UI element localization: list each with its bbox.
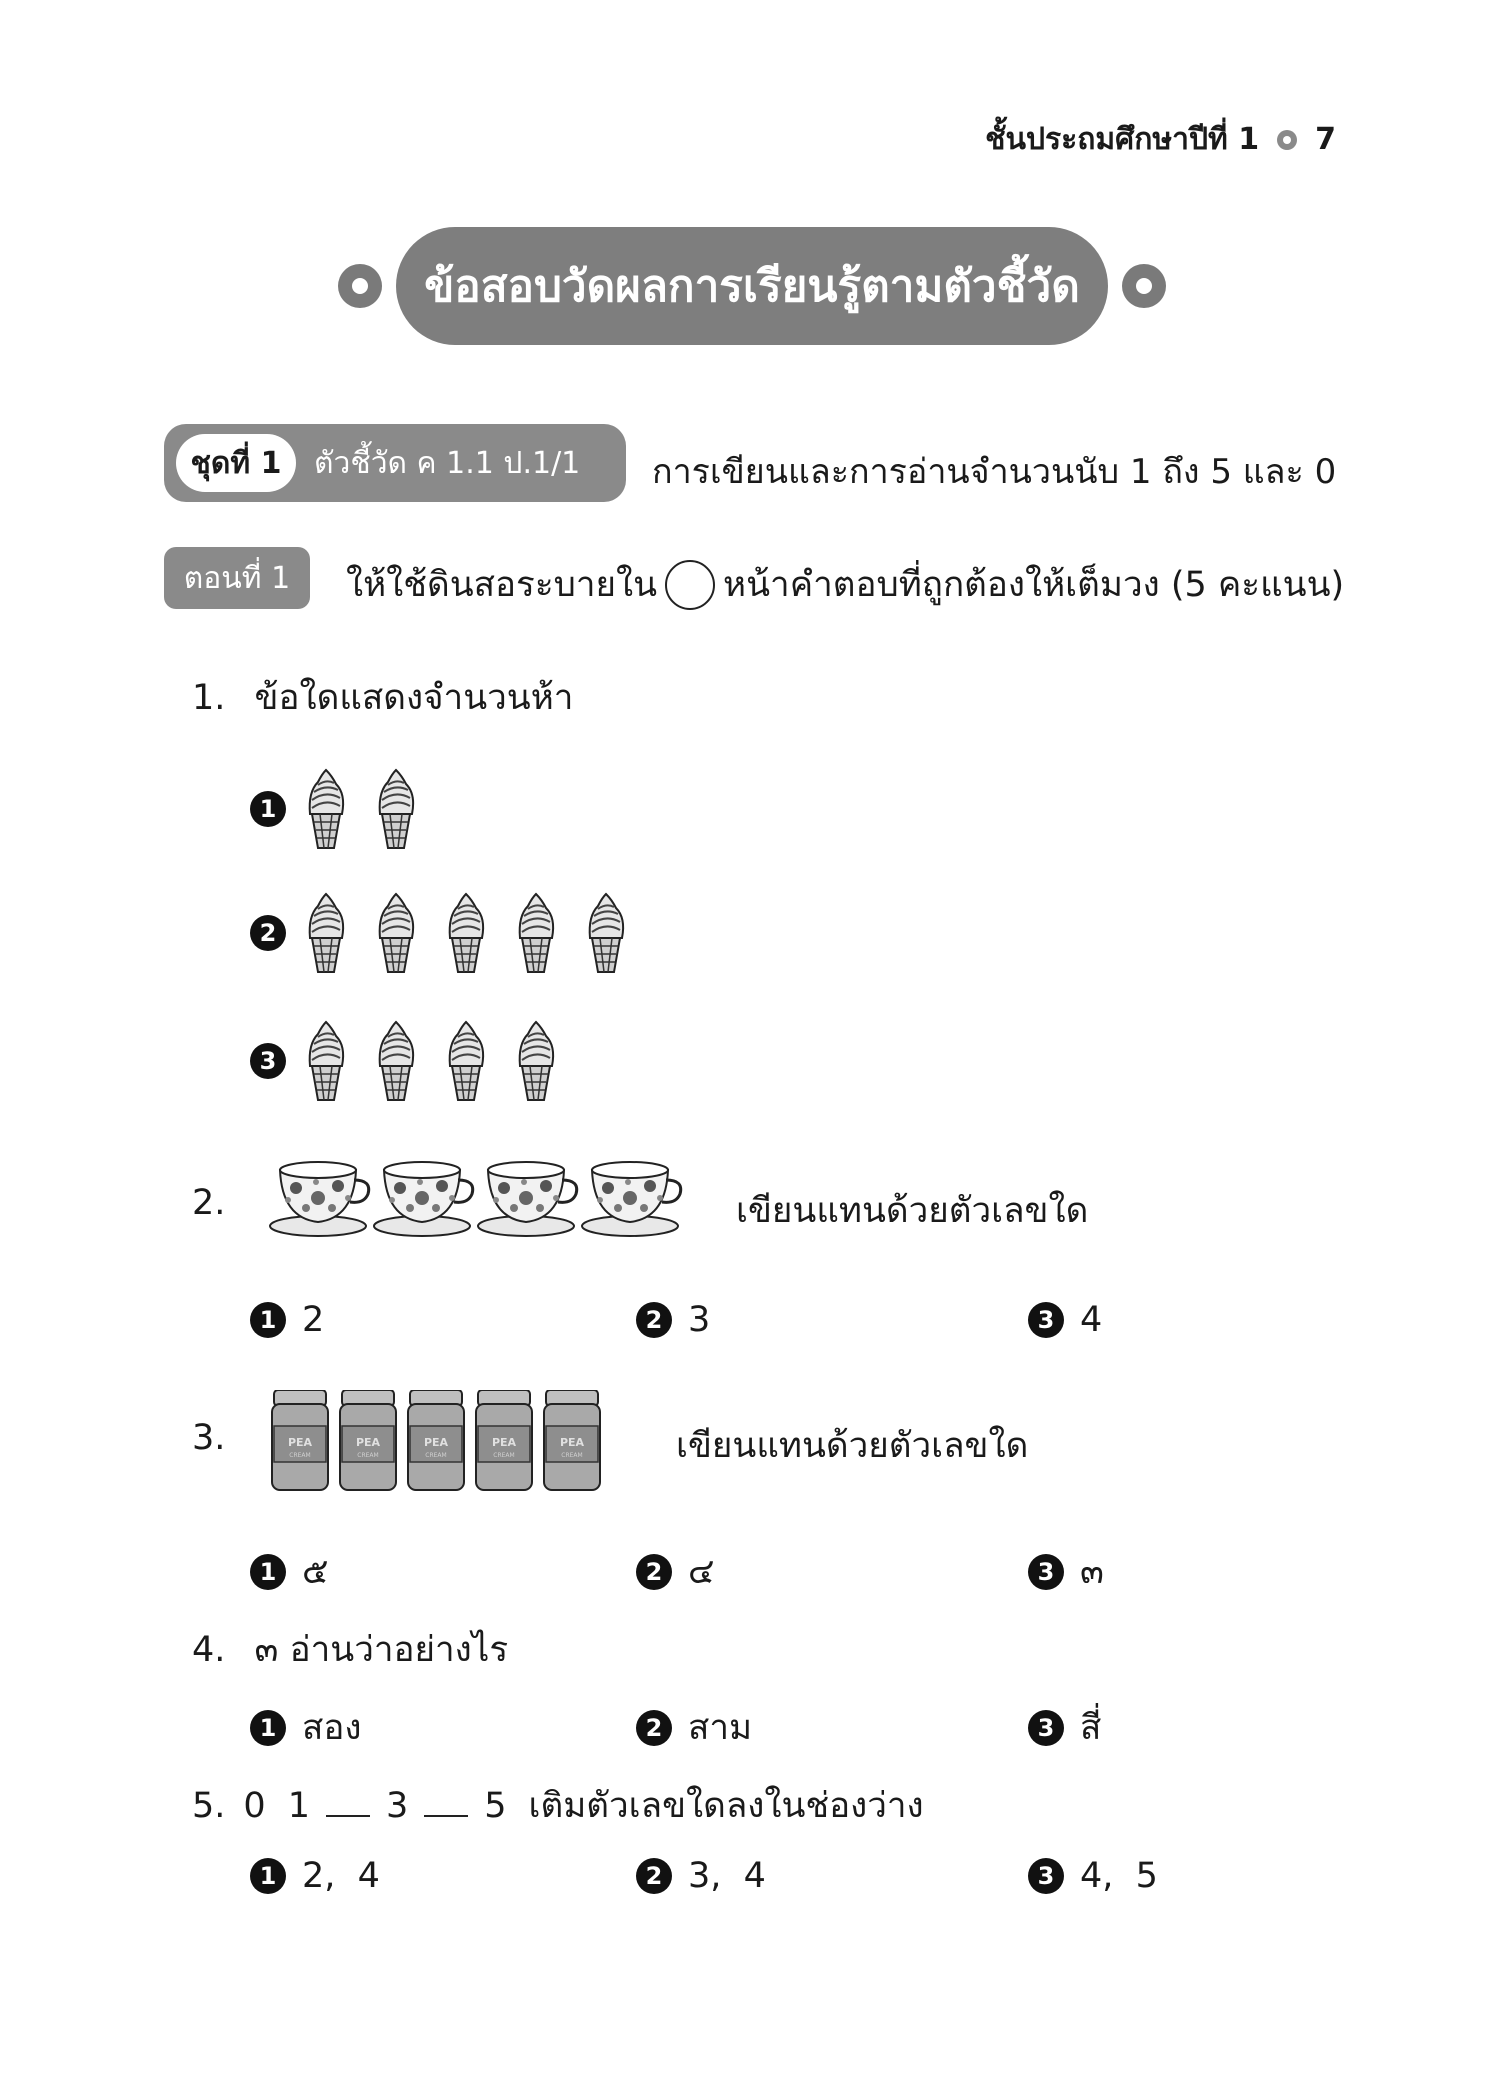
option-marker: 3 xyxy=(250,1043,286,1079)
q3-option-3[interactable] xyxy=(1028,1544,1104,1599)
icecream-icon xyxy=(512,1020,560,1102)
bullet-icon xyxy=(1277,130,1297,150)
answer-blank[interactable] xyxy=(424,1795,468,1817)
question-1 xyxy=(192,670,573,725)
option-marker: 2 xyxy=(636,1554,672,1590)
q4-option-1[interactable] xyxy=(250,1700,361,1755)
icecream-group xyxy=(302,892,630,974)
option-marker: 3 xyxy=(1028,1302,1064,1338)
q5-option-3[interactable] xyxy=(1028,1856,1158,1896)
bullet-icon xyxy=(1122,264,1166,308)
q1-option-1[interactable] xyxy=(250,768,420,850)
grade-label: ชั้นประถมศึกษาปีที่ 1 xyxy=(985,122,1260,157)
page-number: 7 xyxy=(1315,122,1336,157)
option-text: สี่ xyxy=(1080,1708,1102,1748)
option-marker: 1 xyxy=(250,791,286,827)
option-text: ๓ xyxy=(1080,1552,1104,1592)
icecream-icon xyxy=(372,892,420,974)
q5-option-2[interactable] xyxy=(636,1856,766,1896)
part-label: ตอนที่ 1 xyxy=(164,547,310,609)
question-4 xyxy=(192,1622,508,1677)
option-marker: 1 xyxy=(250,1710,286,1746)
option-marker: 1 xyxy=(250,1554,286,1590)
icecream-group xyxy=(302,768,420,850)
set-number: ชุดที่ 1 xyxy=(176,434,296,492)
option-marker: 2 xyxy=(636,1710,672,1746)
question-text: ข้อใดแสดงจำนวนห้า xyxy=(254,678,574,718)
q1-option-2[interactable] xyxy=(250,892,630,974)
q2-option-1[interactable] xyxy=(250,1300,324,1340)
page-title: ข้อสอบวัดผลการเรียนรู้ตามตัวชี้วัด xyxy=(396,227,1108,345)
option-marker: 2 xyxy=(636,1858,672,1894)
option-text: 4 xyxy=(1080,1300,1103,1340)
question-3-text: เขียนแทนด้วยตัวเลขใด xyxy=(676,1426,1029,1466)
icecream-group xyxy=(302,1020,560,1102)
question-2-text: เขียนแทนด้วยตัวเลขใด xyxy=(736,1191,1089,1231)
option-marker: 2 xyxy=(250,915,286,951)
icecream-icon xyxy=(512,892,560,974)
icecream-icon xyxy=(372,1020,420,1102)
teacup-icon xyxy=(580,1158,684,1240)
bullet-icon xyxy=(338,264,382,308)
teacup-group xyxy=(268,1158,684,1240)
icecream-icon xyxy=(442,892,490,974)
set-description: การเขียนและการอ่านจำนวนนับ 1 ถึง 5 และ 0 xyxy=(652,452,1337,492)
option-text: ๕ xyxy=(302,1552,329,1592)
icecream-icon xyxy=(582,892,630,974)
question-number: 1. xyxy=(192,678,226,718)
q2-option-2[interactable] xyxy=(636,1300,710,1340)
option-text: 2 xyxy=(302,1300,325,1340)
icecream-icon xyxy=(302,768,350,850)
sequence-number: 1 xyxy=(287,1786,310,1826)
icecream-icon xyxy=(302,1020,350,1102)
q5-option-1[interactable] xyxy=(250,1856,380,1896)
question-3-number: 3. xyxy=(192,1418,226,1458)
option-text: 3, 4 xyxy=(688,1856,766,1896)
option-text: สอง xyxy=(302,1708,362,1748)
set-label xyxy=(164,424,626,502)
option-text: 4, 5 xyxy=(1080,1856,1158,1896)
teacup-icon xyxy=(372,1158,476,1240)
q3-option-1[interactable] xyxy=(250,1544,329,1599)
q1-option-3[interactable] xyxy=(250,1020,560,1102)
jar-icon xyxy=(542,1390,602,1492)
option-text: สาม xyxy=(688,1708,753,1748)
part-instruction xyxy=(346,557,1344,612)
question-2-number: 2. xyxy=(192,1183,226,1223)
option-marker: 3 xyxy=(1028,1858,1064,1894)
answer-blank[interactable] xyxy=(326,1795,370,1817)
option-text: 3 xyxy=(688,1300,711,1340)
option-marker: 2 xyxy=(636,1302,672,1338)
option-marker: 3 xyxy=(1028,1710,1064,1746)
option-marker: 1 xyxy=(250,1858,286,1894)
icecream-icon xyxy=(442,1020,490,1102)
question-text: ๓ อ่านว่าอย่างไร xyxy=(254,1630,509,1670)
indicator-code: ตัวชี้วัด ค 1.1 ป.1/1 xyxy=(314,445,581,481)
q3-option-2[interactable] xyxy=(636,1544,715,1599)
jar-icon xyxy=(338,1390,398,1492)
instruction-after: หน้าคำตอบที่ถูกต้องให้เต็มวง (5 คะแนน) xyxy=(723,565,1345,605)
question-number: 4. xyxy=(192,1630,226,1670)
option-marker: 3 xyxy=(1028,1554,1064,1590)
teacup-icon xyxy=(476,1158,580,1240)
option-marker: 1 xyxy=(250,1302,286,1338)
sequence-number: 5 xyxy=(484,1786,507,1826)
instruction-before: ให้ใช้ดินสอระบายใน xyxy=(346,565,658,605)
sequence-number: 0 xyxy=(243,1786,266,1826)
teacup-icon xyxy=(268,1158,372,1240)
icecream-icon xyxy=(372,768,420,850)
question-text: เติมตัวเลขใดลงในช่องว่าง xyxy=(528,1786,924,1826)
option-text: 2, 4 xyxy=(302,1856,380,1896)
icecream-icon xyxy=(302,892,350,974)
jar-icon xyxy=(270,1390,330,1492)
title-banner xyxy=(338,227,1166,345)
jar-group xyxy=(270,1390,602,1492)
answer-circle-icon xyxy=(665,560,715,610)
option-text: ๔ xyxy=(688,1552,715,1592)
q4-option-2[interactable] xyxy=(636,1700,752,1755)
question-5 xyxy=(192,1778,924,1833)
sequence-number: 3 xyxy=(385,1786,409,1826)
q2-option-3[interactable] xyxy=(1028,1300,1102,1340)
q4-option-3[interactable] xyxy=(1028,1700,1101,1755)
jar-icon xyxy=(406,1390,466,1492)
question-number: 5. xyxy=(192,1786,226,1826)
page-header xyxy=(985,116,1336,163)
jar-icon xyxy=(474,1390,534,1492)
